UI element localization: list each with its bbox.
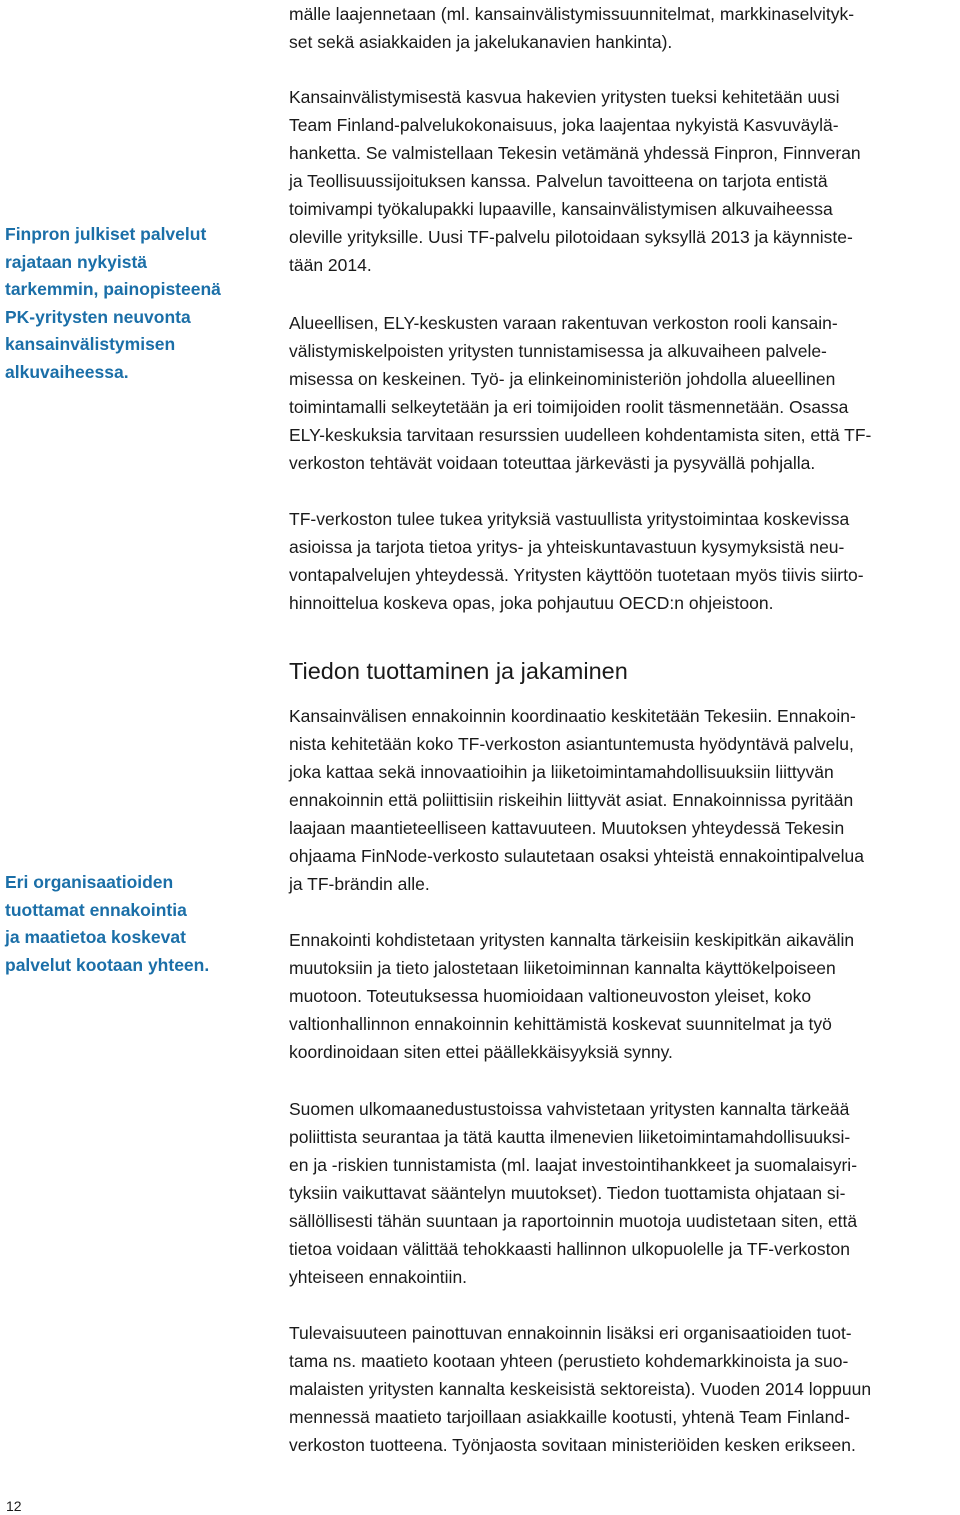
paragraph-line: verkoston tehtävät voidaan toteuttaa järkevästi ja pysyvällä pohjalla. — [289, 453, 816, 473]
paragraph-line: laajaan maantieteelliseen kattavuuteen. Muutoksen yhteydessä Tekesin — [289, 818, 845, 838]
sidebar-note-line: alkuvaiheessa. — [5, 361, 129, 382]
paragraph-line: vontapalvelujen yhteydessä. Yritysten käyttöön tuotetaan myös tiivis siirto- — [289, 565, 864, 585]
paragraph-line: nista kehitetään koko TF-verkoston asiantuntemusta hyödyntävä palvelu, — [289, 734, 854, 754]
paragraph-line: TF-verkoston tulee tukea yrityksiä vastuullista yritystoimintaa koskevissa — [289, 509, 850, 529]
paragraph-line: poliittista seurantaa ja tätä kautta ilmenevien liiketoimintamahdollisuuksi- — [289, 1127, 851, 1147]
paragraph-line: tietoa voidaan välittää tehokkaasti hallinnon ulkopuolelle ja TF-verkoston — [289, 1239, 850, 1259]
paragraph-line: valtionhallinnon ennakoinnin kehittämistä koskevat suunnitelmat ja työ — [289, 1014, 832, 1034]
paragraph-line: asioissa ja tarjota tietoa yritys- ja yhteiskuntavastuun kysymyksistä neu- — [289, 537, 845, 557]
paragraph-line: muutoksiin ja tieto jalostetaan liiketoiminnan kannalta käyttökelpoiseen — [289, 958, 836, 978]
paragraph-line: hinnoittelua koskeva opas, joka pohjautuu OECD:n ohjeistoon. — [289, 593, 774, 613]
sidebar-note-line: tarkemmin, painopisteenä — [5, 279, 221, 299]
paragraph-line: Kansainvälisen ennakoinnin koordinaatio keskitetään Tekesiin. Ennakoin- — [289, 706, 856, 726]
paragraph-line: mennessä maatieto tarjoillaan asiakkaille kootusti, yhtenä Team Finland- — [289, 1407, 850, 1427]
sidebar-note-line: Finpron julkiset palvelut — [5, 224, 207, 244]
paragraph-line: ennakoinnin että poliittisiin riskeihin liittyvät asiat. Ennakoinnissa pyritään — [289, 790, 854, 810]
paragraph-line: joka kattaa sekä innovaatioihin ja liiketoimintamahdollisuuksiin liittyvän — [289, 762, 834, 782]
sidebar-note-line: ja maatietoa koskevat — [5, 927, 186, 947]
paragraph-line: yhteiseen ennakointiin. — [289, 1267, 468, 1287]
paragraph-line: välistymiskelpoisten yritysten tunnistamisessa ja alkuvaiheen palvele- — [289, 341, 827, 361]
paragraph-line: tään 2014. — [289, 255, 372, 275]
paragraph-line: toimintamalli selkeytetään ja eri toimijoiden roolit täsmennetään. Osassa — [289, 397, 849, 417]
paragraph-line: tama ns. maatieto kootaan yhteen (perustieto kohdemarkkinoista ja suo- — [289, 1351, 849, 1371]
paragraph-line: koordinoidaan siten ettei päällekkäisyyksiä synny. — [289, 1042, 673, 1062]
intro-line: set sekä asiakkaiden ja jakelukanavien hankinta). — [289, 32, 673, 52]
sidebar-note-line: rajataan nykyistä — [5, 251, 148, 272]
paragraph-line: oleville yrityksille. Uusi TF-palvelu pilotoidaan syksyllä 2013 ja käynniste- — [289, 227, 853, 247]
paragraph-line: muotoon. Toteutuksessa huomioidaan valtioneuvoston yleiset, koko — [289, 986, 812, 1006]
paragraph-line: toimivampi työkalupakki lupaaville, kansainvälistymisen alkuvaiheessa — [289, 199, 833, 219]
paragraph-line: ohjaama FinNode-verkosto sulautetaan osaksi yhteistä ennakointipalvelua — [289, 846, 864, 866]
sidebar-note-line: palvelut kootaan yhteen. — [5, 954, 210, 975]
paragraph-line: Tulevaisuuteen painottuvan ennakoinnin lisäksi eri organisaatioiden tuot- — [289, 1323, 852, 1343]
paragraph-line: ELY-keskuksia tarvitaan resurssien uudelleen kohdentamista siten, että TF- — [289, 425, 872, 445]
sidebar-note-line: PK-yritysten neuvonta — [5, 306, 191, 327]
paragraph-line: malaisten yritysten kannalta keskeisistä sektoreista). Vuoden 2014 loppuun — [289, 1379, 872, 1399]
section-heading: Tiedon tuottaminen ja jakaminen — [289, 658, 628, 684]
paragraph-line: verkoston tuotteena. Työnjaosta sovitaan ministeriöiden kesken erikseen. — [289, 1435, 856, 1455]
page-number: 12 — [6, 1498, 22, 1514]
sidebar-note-line: kansainvälistymisen — [5, 334, 176, 354]
paragraph-line: ja Teollisuussijoituksen kanssa. Palvelun tavoitteena on tarjota entistä — [289, 171, 828, 191]
sidebar-note-line: Eri organisaatioiden — [5, 872, 174, 892]
paragraph-line: Kansainvälistymisestä kasvua hakevien yritysten tueksi kehitetään uusi — [289, 87, 840, 107]
paragraph-line: hanketta. Se valmistellaan Tekesin vetämänä yhdessä Finpron, Finnveran — [289, 143, 861, 163]
paragraph-line: sällöllisesti tähän suuntaan ja raportoinnin muotoja uudistetaan siten, että — [289, 1211, 858, 1231]
paragraph-line: Ennakointi kohdistetaan yritysten kannalta tärkeisiin keskipitkän aikavälin — [289, 930, 855, 950]
intro-line: mälle laajennetaan (ml. kansainvälistymissuunnitelmat, markkinaselvityk- — [289, 4, 855, 24]
paragraph-line: Suomen ulkomaanedustustoissa vahvistetaan yritysten kannalta tärkeää — [289, 1099, 850, 1119]
paragraph-line: misessa on keskeinen. Työ- ja elinkeinoministeriön johdolla alueellinen — [289, 369, 836, 389]
paragraph-line: Alueellisen, ELY-keskusten varaan rakentuvan verkoston rooli kansain- — [289, 313, 838, 333]
paragraph-line: en ja -riskien tunnistamista (ml. laajat investointihankkeet ja suomalaisyri- — [289, 1155, 858, 1175]
paragraph-line: Team Finland-palvelukokonaisuus, joka laajentaa nykyistä Kasvuväylä- — [289, 115, 839, 135]
paragraph-line: ja TF-brändin alle. — [289, 874, 430, 894]
sidebar-note-line: tuottamat ennakointia — [5, 899, 187, 920]
paragraph-line: tyksiin vaikuttavat sääntelyn muutokset). Tiedon tuottamista ohjataan si- — [289, 1183, 846, 1203]
